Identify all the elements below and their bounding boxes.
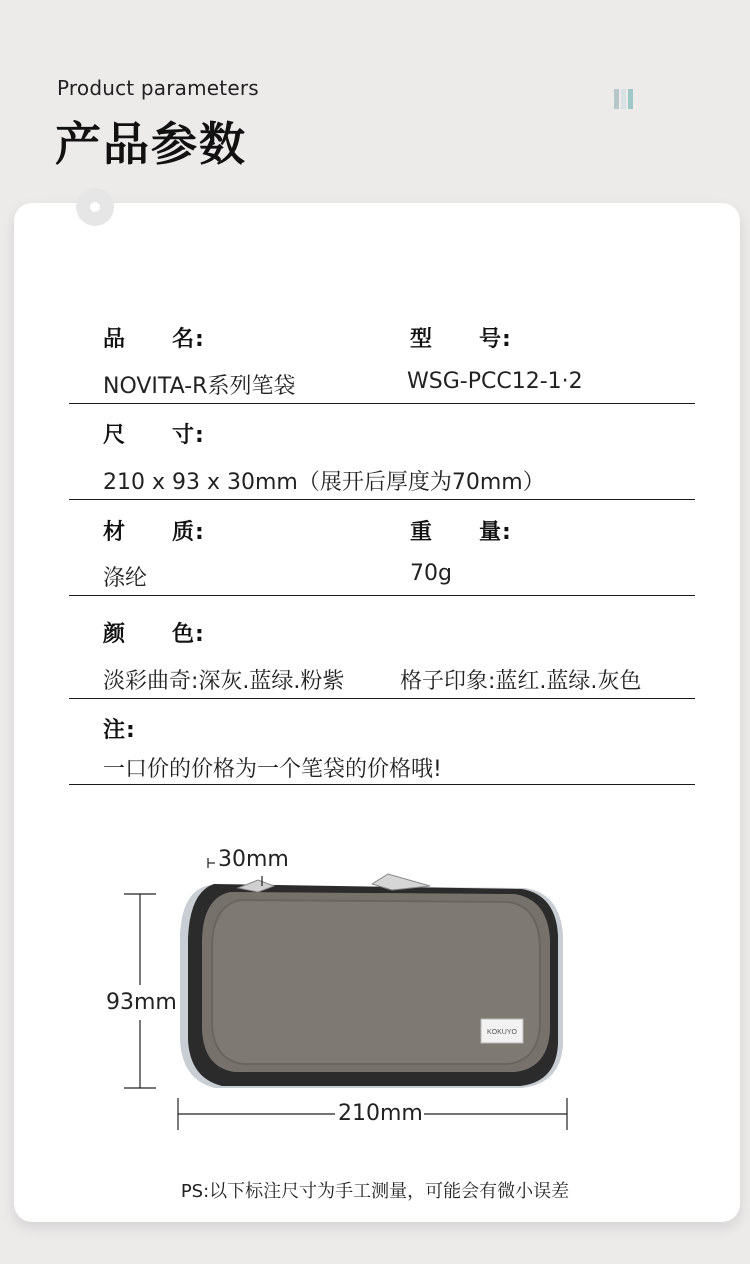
name-label: 品 名: <box>103 327 205 352</box>
material-label: 材 质: <box>103 520 205 545</box>
thickness-dimension-label: 30mm <box>218 847 289 872</box>
color-value-2: 格子印象:蓝红.蓝绿.灰色 <box>400 669 642 694</box>
note-value: 一口价的价格为一个笔袋的价格哦! <box>103 757 442 782</box>
header-title-en: Product parameters <box>57 76 259 100</box>
size-label: 尺 寸: <box>103 423 205 448</box>
header-title-cn: 产品参数 <box>55 117 247 171</box>
size-value: 210 x 93 x 30mm（展开后厚度为70mm） <box>103 470 545 495</box>
color-label: 颜 色: <box>103 622 205 647</box>
weight-label: 重 量: <box>410 520 512 545</box>
name-value: NOVITA-R系列笔袋 <box>103 374 296 399</box>
model-value: WSG-PCC12-1·2 <box>407 369 583 394</box>
color-value-1: 淡彩曲奇:深灰.蓝绿.粉紫 <box>103 669 345 694</box>
measurement-note: PS:以下标注尺寸为手工测量，可能会有微小误差 <box>180 1181 570 1202</box>
note-label: 注: <box>103 718 136 743</box>
weight-value: 70g <box>410 561 452 586</box>
height-dimension-label: 93mm <box>106 990 177 1015</box>
width-dimension-label: 210mm <box>338 1101 423 1126</box>
model-label: 型 号: <box>410 327 512 352</box>
kokuyo-logo-text: KOKUYO <box>487 1029 517 1036</box>
material-value: 涤纶 <box>103 566 148 591</box>
